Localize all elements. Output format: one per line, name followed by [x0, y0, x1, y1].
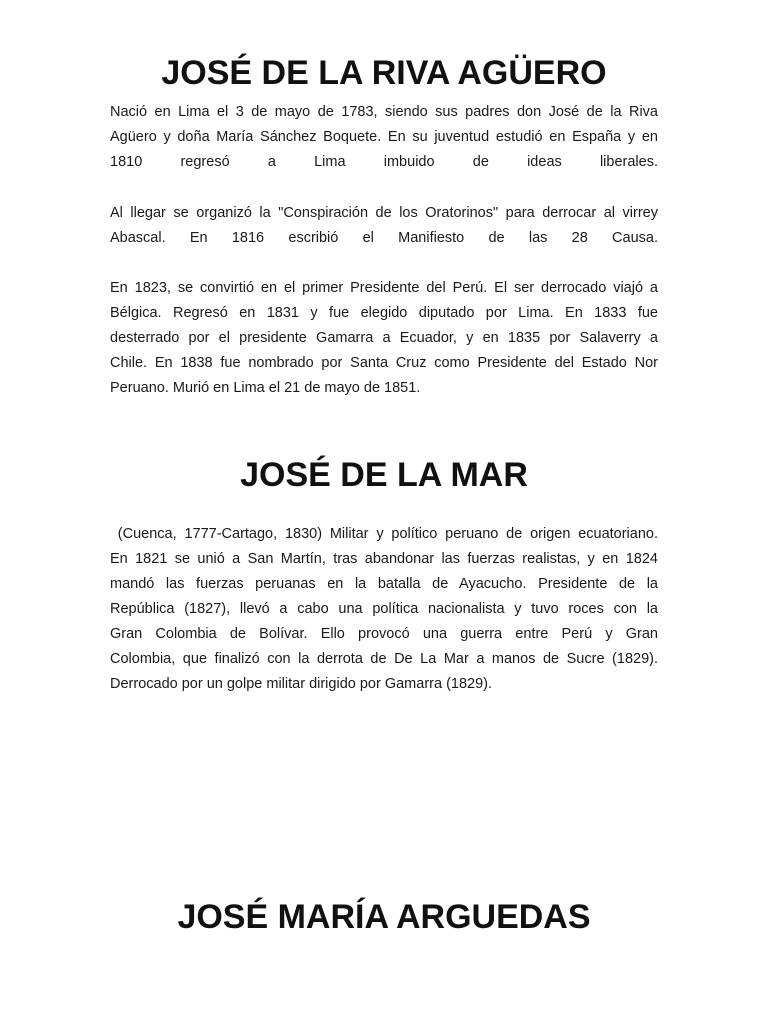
- text-line: Peruano. Murió en Lima el 21 de mayo de 1851.: [110, 380, 421, 396]
- section-title-arguedas: JOSÉ MARÍA ARGUEDAS: [177, 898, 591, 936]
- text-line: En 1823, se convirtió en el primer Presidente del Perú. El ser derrocado viajó a: [110, 280, 658, 296]
- text-line: desterrado por el presidente Gamarra a Ecuador, y en 1835 por Salaverry a: [110, 330, 658, 346]
- text-line: Nació en Lima el 3 de mayo de 1783, siendo sus padres don José de la Riva: [110, 104, 658, 120]
- text-line: (Cuenca, 1777-Cartago, 1830) Militar y político peruano de origen ecuatoriano.: [110, 526, 658, 542]
- paragraph-presidency: [110, 276, 658, 401]
- text-line: Abascal. En 1816 escribió el Manifiesto de las 28 Causa.: [110, 230, 658, 246]
- text-line: En 1821 se unió a San Martín, tras abandonar las fuerzas realistas, y en 1824: [110, 551, 658, 567]
- text-line: Bélgica. Regresó en 1831 y fue elegido diputado por Lima. En 1833 fue: [110, 305, 658, 321]
- paragraph-birth: [110, 100, 658, 175]
- text-line: Gran Colombia de Bolívar. Ello provocó una guerra entre Perú y Gran: [110, 626, 658, 642]
- text-line: mandó las fuerzas peruanas en la batalla de Ayacucho. Presidente de la: [110, 576, 658, 592]
- text-line: Agüero y doña María Sánchez Boquete. En su juventud estudió en España y en: [110, 129, 658, 145]
- paragraph-conspiracy: [110, 201, 658, 251]
- paragraph-de-la-mar-bio: [110, 522, 658, 697]
- text-line: 1810 regresó a Lima imbuido de ideas liberales.: [110, 154, 658, 170]
- text-line: República (1827), llevó a cabo una política nacionalista y tuvo roces con la: [110, 601, 658, 617]
- text-line: Chile. En 1838 fue nombrado por Santa Cruz como Presidente del Estado Nor: [110, 355, 658, 371]
- text-line: Derrocado por un golpe militar dirigido por Gamarra (1829).: [110, 676, 493, 692]
- section-title-de-la-mar: JOSÉ DE LA MAR: [240, 456, 528, 494]
- text-line: Colombia, que finalizó con la derrota de De La Mar a manos de Sucre (1829).: [110, 651, 658, 667]
- section-title-riva-aguero: JOSÉ DE LA RIVA AGÜERO: [161, 54, 607, 92]
- text-line: Al llegar se organizó la "Conspiración de los Oratorinos" para derrocar al virrey: [110, 205, 658, 221]
